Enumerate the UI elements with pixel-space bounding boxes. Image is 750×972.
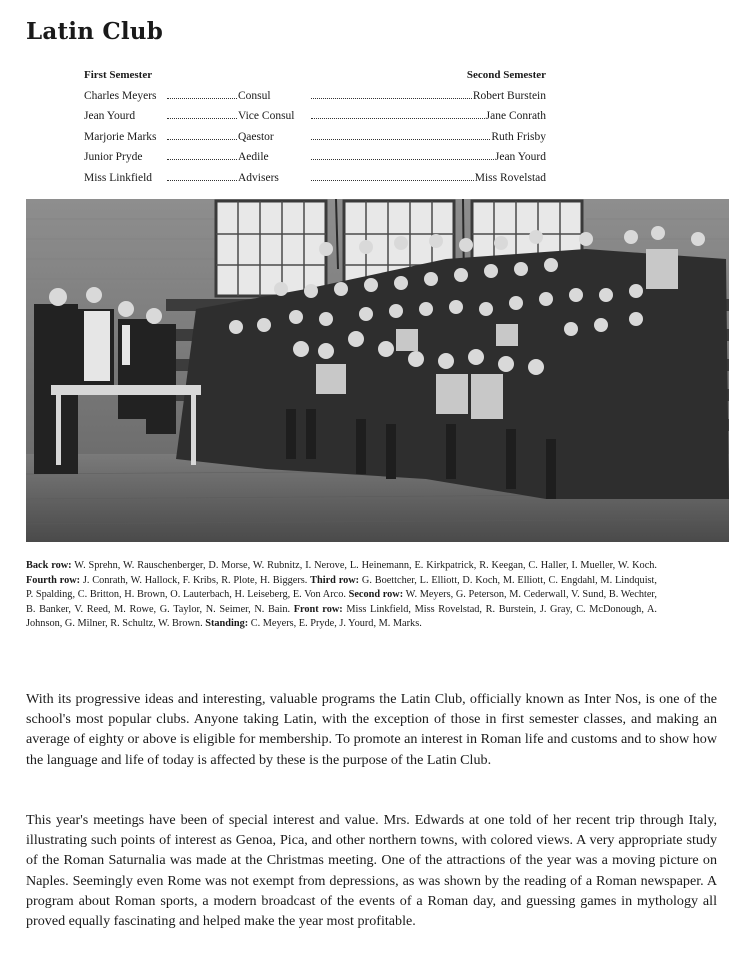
dot-leader <box>311 147 494 160</box>
office-title: Aedile <box>238 151 269 163</box>
body-paragraph: This year's meetings have been of special interest and value. Mrs. Edwards at one told of her recent trip through Italy, illustrating such points of interest as Genoa, Pica, and other northern towns, with colored views. A very appropriate study of the Roman Saturnalia was made at the Christmas meeting. One of the attractions of the year was a moving picture on Naples. Seemingly even Rome was not exempt from depressions, as was shown by the reading of a Roman newspaper. A program about Roman sports, a modern broadcast of the events of a Roman day, and guessing games in mythology all proved equally fascinating and helped make the year most profitable. <box>26 812 717 930</box>
first-semester-officer: Miss Linkfield <box>84 171 153 184</box>
officer-row <box>84 168 546 189</box>
officer-row <box>84 106 546 127</box>
group-photo <box>26 199 729 542</box>
caption-row-label: Third row: <box>310 574 360 586</box>
second-semester-officer: Ruth Frisby <box>491 130 546 143</box>
dot-leader <box>311 86 472 99</box>
photo-caption <box>26 559 657 632</box>
first-semester-officer: Marjorie Marks <box>84 130 157 143</box>
second-semester-heading: Second Semester <box>466 69 546 81</box>
caption-row-label: Back row: <box>26 560 72 571</box>
caption-row-names: J. Conrath, W. Hallock, F. Kribs, R. Plote, H. Biggers. <box>80 574 311 586</box>
group-photo-illustration <box>26 199 729 542</box>
officer-row <box>84 127 546 148</box>
caption-row-names: W. Meyers, G. Peterson, M. Cederwall, V. Sund, B. Wechter, B. Banker, V. Reed, M. Rowe, G. Taylor, N. Seimer, N. Bain. <box>26 589 657 615</box>
second-semester-officer: Robert Burstein <box>472 89 546 102</box>
caption-row-label: Standing: <box>205 618 249 630</box>
second-semester-officer: Jane Conrath <box>485 110 546 122</box>
caption-row-label: Second row: <box>348 589 404 601</box>
first-semester-officer: Jean Yourd <box>84 110 136 122</box>
office-title: Vice Consul <box>238 110 295 122</box>
dot-leader <box>167 106 237 119</box>
first-semester-heading: First Semester <box>84 69 153 81</box>
caption-row-names: G. Boettcher, L. Elliott, D. Koch, M. Elliott, C. Engdahl, M. Lindquist, P. Spalding, C. Britton, H. Brown, O. Lauterbach, H. Leiseberg, E. Von Arco. <box>26 574 657 601</box>
dot-leader <box>311 106 485 119</box>
dot-leader <box>311 127 490 140</box>
dot-leader <box>167 168 237 181</box>
dot-leader <box>167 147 237 160</box>
dot-leader <box>311 168 474 181</box>
dot-leader <box>167 86 237 99</box>
body-paragraph: With its progressive ideas and interesting, valuable programs the Latin Club, officially known as Inter Nos, is one of the school's most popular clubs. Anyone taking Latin, with the exception of those in first semester classes, and making an average of eighty or above is eligible for membership. To promote an interest in Roman life and customs and to show how the language and life of today is affected by these is the purpose of the Latin Club. <box>26 691 717 768</box>
office-title: Advisers <box>238 171 279 184</box>
caption-row-label: Fourth row: <box>26 574 81 586</box>
caption-row-label: Front row: <box>293 603 343 615</box>
office-title: Qaestor <box>238 130 274 143</box>
second-semester-officer: Miss Rovelstad <box>474 171 546 184</box>
officers-header <box>84 66 546 86</box>
first-semester-officer: Charles Meyers <box>84 89 157 102</box>
page-title: Latin Club <box>26 18 164 45</box>
caption-row-names: W. Sprehn, W. Rauschenberger, D. Morse, W. Rubnitz, I. Nerove, L. Heinemann, E. Kirkpatrick, R. Keegan, C. Haller, I. Mueller, W. Koch. <box>71 560 657 571</box>
second-semester-officer: Jean Yourd <box>494 151 546 163</box>
caption-row-names: Miss Linkfield, Miss Rovelstad, R. Burstein, J. Gray, C. McDonough, A. Johnson, G. Milner, R. Schultz, W. Brown. <box>26 603 657 630</box>
first-semester-officer: Junior Pryde <box>84 151 143 163</box>
officers-table <box>84 66 546 188</box>
dot-leader <box>167 127 237 140</box>
caption-row-names: C. Meyers, E. Pryde, J. Yourd, M. Marks. <box>248 618 422 630</box>
officer-row <box>84 147 546 168</box>
office-title: Consul <box>238 89 271 102</box>
officer-row <box>84 86 546 107</box>
